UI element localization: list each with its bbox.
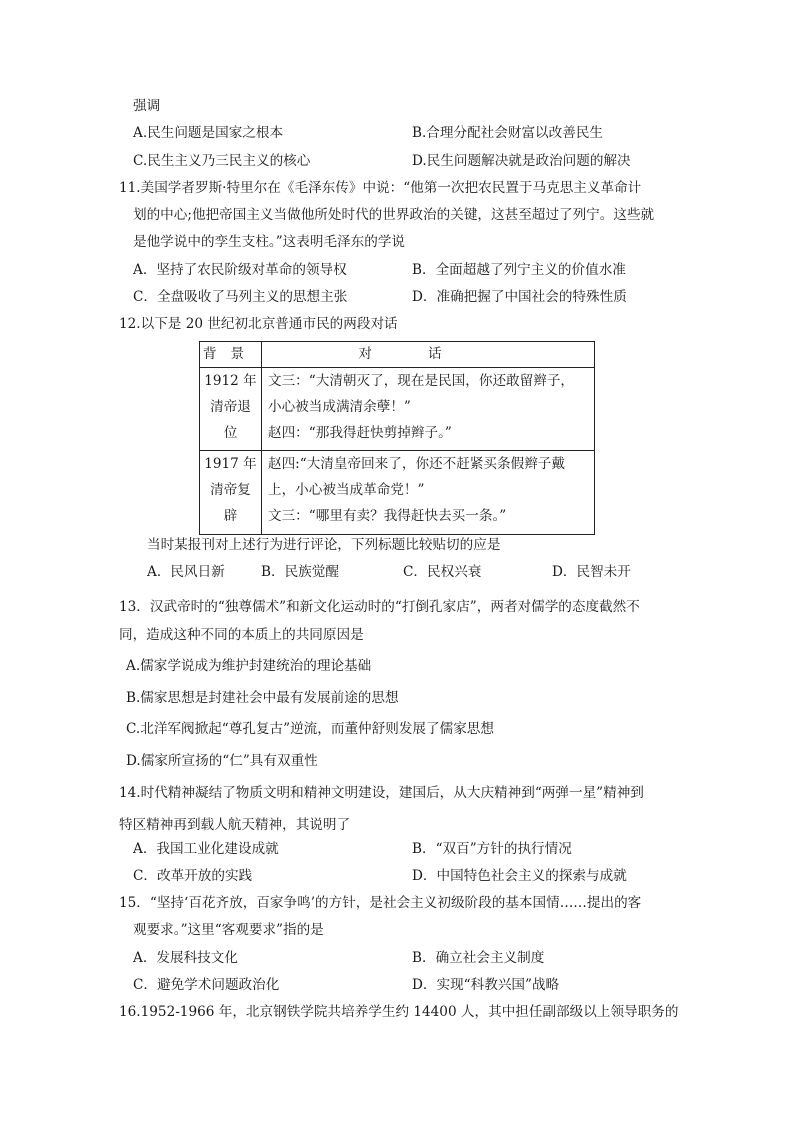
q13-stem-line-2: 同，造成这种不同的本质上的共同原因是 — [119, 627, 364, 643]
q15-stem-line-2: 观要求。”这里“客观要求”指的是 — [133, 922, 324, 938]
q12-option-c: C．民权兴衰 — [403, 564, 482, 580]
table-header-row — [200, 342, 595, 368]
table-row — [200, 368, 595, 451]
row-1-dialogue: 文三：“大清朝灭了，现在是民国，你还敢留辫子， 小心被当成满清余孽！” 赵四：“那我得赶快剪掉辫子。” — [262, 368, 595, 451]
q14-stem-line-1: 14.时代精神凝结了物质文明和精神文明建设，建国后，从大庆精神到“两弹一星”精神到 — [119, 785, 644, 801]
q10-option-d: D.民生问题解决就是政治问题的解决 — [412, 153, 631, 169]
q12-option-a: A．民风日新 — [147, 564, 225, 580]
q11-option-d: D．准确把握了中国社会的特殊性质 — [412, 289, 627, 305]
q11-option-c: C．全盘吸收了马列主义的思想主张 — [133, 289, 348, 305]
q13-option-b: B.儒家思想是封建社会中最有发展前途的思想 — [126, 690, 399, 706]
q13-option-d: D.儒家所宣扬的“仁”具有双重性 — [126, 753, 318, 769]
q16-stem-line-1: 16.1952-1966 年，北京钢铁学院共培养学生约 14400 人，其中担任副部级以上领导职务的 — [119, 1004, 679, 1020]
table-row — [200, 451, 595, 535]
q15-option-a: A．发展科技文化 — [133, 950, 238, 966]
q14-option-a: A．我国工业化建设成就 — [133, 841, 279, 857]
row-2-dialogue: 赵四:“大清皇帝回来了，你还不赶紧买条假辫子戴 上，小心被当成革命党！” 文三：“哪里有卖？我得赶快去买一条。” — [262, 451, 595, 535]
q10-option-a: A.民生问题是国家之根本 — [133, 125, 284, 141]
q14-option-c: C．改革开放的实践 — [133, 868, 253, 884]
q11-stem-line-2: 划的中心;他把帝国主义当做他所处时代的世界政治的关键，这甚至超过了列宁。这些就 — [133, 207, 655, 223]
q10-stem-end: 强调 — [133, 98, 161, 114]
q12-option-d: D．民智未开 — [552, 564, 631, 580]
q13-option-c: C.北洋军阀掀起“尊孔复古”逆流，而董仲舒则发展了儒家思想 — [126, 721, 494, 737]
row-1-background: 1912 年 清帝退 位 — [200, 368, 262, 451]
q15-option-d: D．实现“科教兴国”战略 — [412, 977, 560, 993]
q14-stem-line-2: 特区精神再到载人航天精神，其说明了 — [119, 817, 351, 833]
q13-stem-line-1: 13．汉武帝时的“独尊儒术”和新文化运动时的“打倒孔家店”，两者对儒学的态度截然不 — [119, 599, 640, 615]
dialogue-table — [199, 341, 595, 535]
header-dialogue: 对话 — [262, 342, 595, 368]
q15-option-c: C．避免学术问题政治化 — [133, 977, 280, 993]
q11-option-a: A．坚持了农民阶级对革命的领导权 — [133, 262, 347, 278]
q14-option-d: D．中国特色社会主义的探索与成就 — [412, 868, 627, 884]
q11-option-b: B．全面超越了列宁主义的价值水准 — [412, 262, 626, 278]
q10-option-b: B.合理分配社会财富以改善民生 — [412, 125, 604, 141]
q14-option-b: B．“双百”方针的执行情况 — [412, 841, 572, 857]
q11-stem-line-1: 11.美国学者罗斯·特里尔在《毛泽东传》中说：“他第一次把农民置于马克思主义革命计 — [119, 180, 642, 196]
header-background: 背景 — [200, 342, 262, 368]
q11-stem-line-3: 是他学说中的孪生支柱。”这表明毛泽东的学说 — [133, 234, 406, 250]
q12-stem: 12.以下是 20 世纪初北京普通市民的两段对话 — [119, 316, 398, 332]
q15-stem-line-1: 15．“坚持‘百花齐放，百家争鸣’的方针，是社会主义初级阶段的基本国情……提出的客 — [119, 895, 642, 911]
q13-option-a: A.儒家学说成为维护封建统治的理论基础 — [126, 658, 372, 674]
q15-option-b: B．确立社会主义制度 — [412, 950, 545, 966]
q10-option-c: C.民生主义乃三民主义的核心 — [133, 153, 311, 169]
row-2-background: 1917 年 清帝复 辟 — [200, 451, 262, 535]
q12-option-b: B．民族觉醒 — [261, 564, 339, 580]
q12-followup: 当时某报刊对上述行为进行评论，下列标题比较贴切的应是 — [147, 537, 501, 553]
